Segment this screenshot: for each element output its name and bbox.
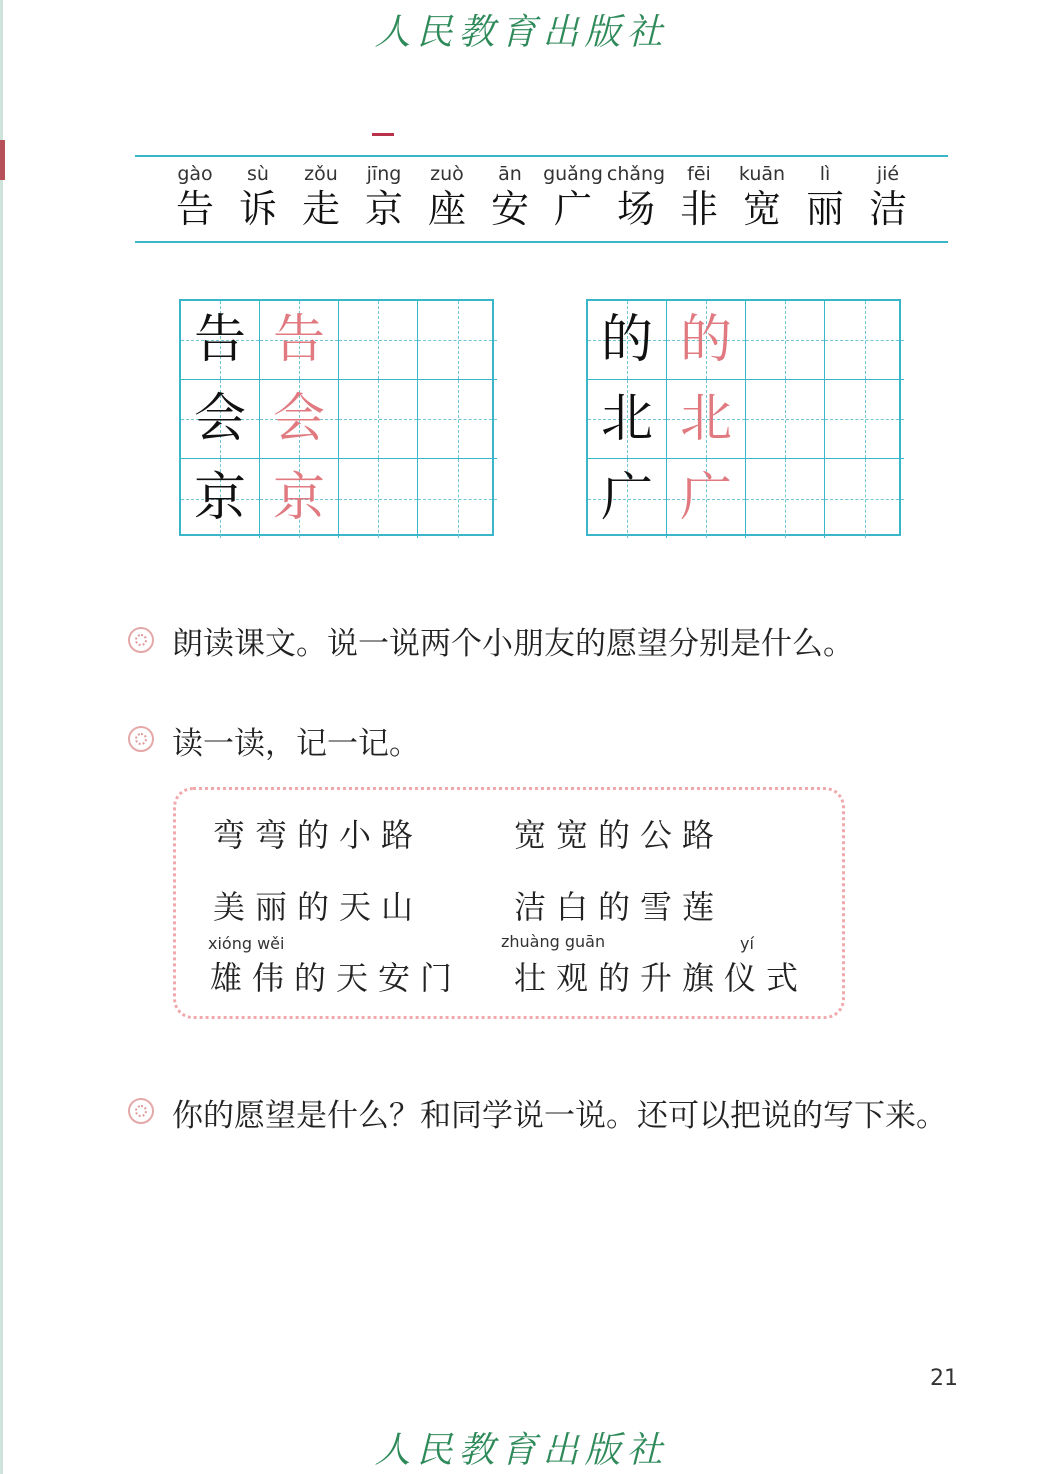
- phrase: 弯弯的小路: [213, 816, 424, 854]
- grid-cell-blank[interactable]: [825, 380, 904, 459]
- grid-cell-blank[interactable]: [825, 459, 904, 538]
- vocab-pinyin: chǎng: [606, 163, 666, 185]
- bullet-icon: [128, 1098, 154, 1124]
- grid-cell-blank[interactable]: [825, 301, 904, 380]
- bullet-icon: [128, 627, 154, 653]
- vocab-hanzi: 安: [490, 187, 529, 231]
- grid-cell: [260, 301, 339, 380]
- grid-cell-blank[interactable]: [418, 301, 497, 380]
- vocab-hanzi: 告: [175, 187, 214, 231]
- vocab-hanzi: 丽: [805, 187, 844, 231]
- vocab-hanzi: 宽: [742, 187, 781, 231]
- grid-cell: [181, 459, 260, 538]
- model-char: 京: [193, 468, 246, 528]
- grid-cell-blank[interactable]: [339, 380, 418, 459]
- grid-cell: [588, 380, 667, 459]
- grid-cell: [667, 301, 746, 380]
- publisher-watermark-bottom: 人民教育出版社: [374, 1430, 669, 1471]
- trace-char: 的: [679, 310, 732, 370]
- page-edge-mark: [0, 140, 5, 180]
- trace-char: 告: [272, 310, 325, 370]
- model-char: 会: [193, 389, 246, 449]
- vocab-pinyin: guǎng: [543, 163, 603, 185]
- grid-cell: [667, 459, 746, 538]
- instruction-share-wish: 你的愿望是什么？和同学说一说。还可以把说的写下来。: [172, 1098, 947, 1134]
- phrase-pinyin: yí: [740, 934, 754, 953]
- grid-cell-blank[interactable]: [418, 380, 497, 459]
- vocab-pinyin: ān: [498, 163, 522, 185]
- phrase-pinyin: xióng wěi: [208, 934, 285, 953]
- model-char: 北: [600, 389, 653, 449]
- vocab-hanzi: 广: [553, 187, 592, 231]
- grid-cell: [260, 380, 339, 459]
- grid-cell: [181, 301, 260, 380]
- phrase: 雄伟的天安门: [210, 959, 463, 997]
- phrase: 美丽的天山: [213, 888, 424, 926]
- phrase: 宽宽的公路: [514, 816, 725, 854]
- grid-cell-blank[interactable]: [746, 380, 825, 459]
- trace-char: 北: [679, 389, 732, 449]
- page-edge: [0, 0, 3, 1474]
- vocab-pinyin: zuò: [430, 163, 464, 185]
- grid-cell: [588, 459, 667, 538]
- vocab-hanzi: 诉: [238, 187, 277, 231]
- grid-cell-blank[interactable]: [339, 301, 418, 380]
- vocab-item: [848, 162, 928, 232]
- instruction-read-aloud: 朗读课文。说一说两个小朋友的愿望分别是什么。: [172, 626, 854, 662]
- vocab-pinyin: gào: [177, 163, 213, 185]
- grid-cell: [260, 459, 339, 538]
- vocab-hanzi: 京: [364, 187, 403, 231]
- vocab-hanzi: 座: [427, 187, 466, 231]
- grid-cell-blank[interactable]: [339, 459, 418, 538]
- writing-grid-right: [586, 299, 901, 536]
- vocab-hanzi: 走: [301, 187, 340, 231]
- phrase: 壮观的升旗仪式: [514, 959, 809, 997]
- bullet-icon: [128, 726, 154, 752]
- vocab-pinyin: lì: [819, 163, 831, 185]
- vocab-pinyin: fēi: [687, 163, 711, 185]
- trace-char: 会: [272, 389, 325, 449]
- grid-cell: [181, 380, 260, 459]
- model-char: 广: [600, 468, 653, 528]
- vocab-bottom-rule: [135, 241, 948, 243]
- vocab-pinyin: jié: [876, 163, 900, 185]
- page-number: 21: [930, 1366, 958, 1391]
- trace-char: 广: [679, 468, 732, 528]
- vocab-pinyin: zǒu: [304, 163, 338, 185]
- grid-cell: [588, 301, 667, 380]
- writing-grid-left: [179, 299, 494, 536]
- vocab-top-rule: [135, 155, 948, 157]
- model-char: 告: [193, 310, 246, 370]
- grid-cell-blank[interactable]: [746, 301, 825, 380]
- publisher-watermark-top: 人民教育出版社: [374, 12, 669, 53]
- vocab-hanzi: 洁: [868, 187, 907, 231]
- grid-cell: [667, 380, 746, 459]
- vocab-pinyin: kuān: [738, 163, 786, 185]
- phrase: 洁白的雪莲: [514, 888, 725, 926]
- vocab-hanzi: 场: [616, 187, 655, 231]
- grid-cell-blank[interactable]: [746, 459, 825, 538]
- vocab-hanzi: 非: [679, 187, 718, 231]
- model-char: 的: [600, 310, 653, 370]
- vocab-pinyin: jīng: [366, 163, 402, 185]
- vocab-pinyin: sù: [247, 163, 269, 185]
- trace-char: 京: [272, 468, 325, 528]
- grid-cell-blank[interactable]: [418, 459, 497, 538]
- phrase-pinyin: zhuàng guān: [501, 932, 606, 951]
- lesson-number-mark: [372, 133, 394, 136]
- instruction-read-remember: 读一读，记一记。: [172, 726, 420, 762]
